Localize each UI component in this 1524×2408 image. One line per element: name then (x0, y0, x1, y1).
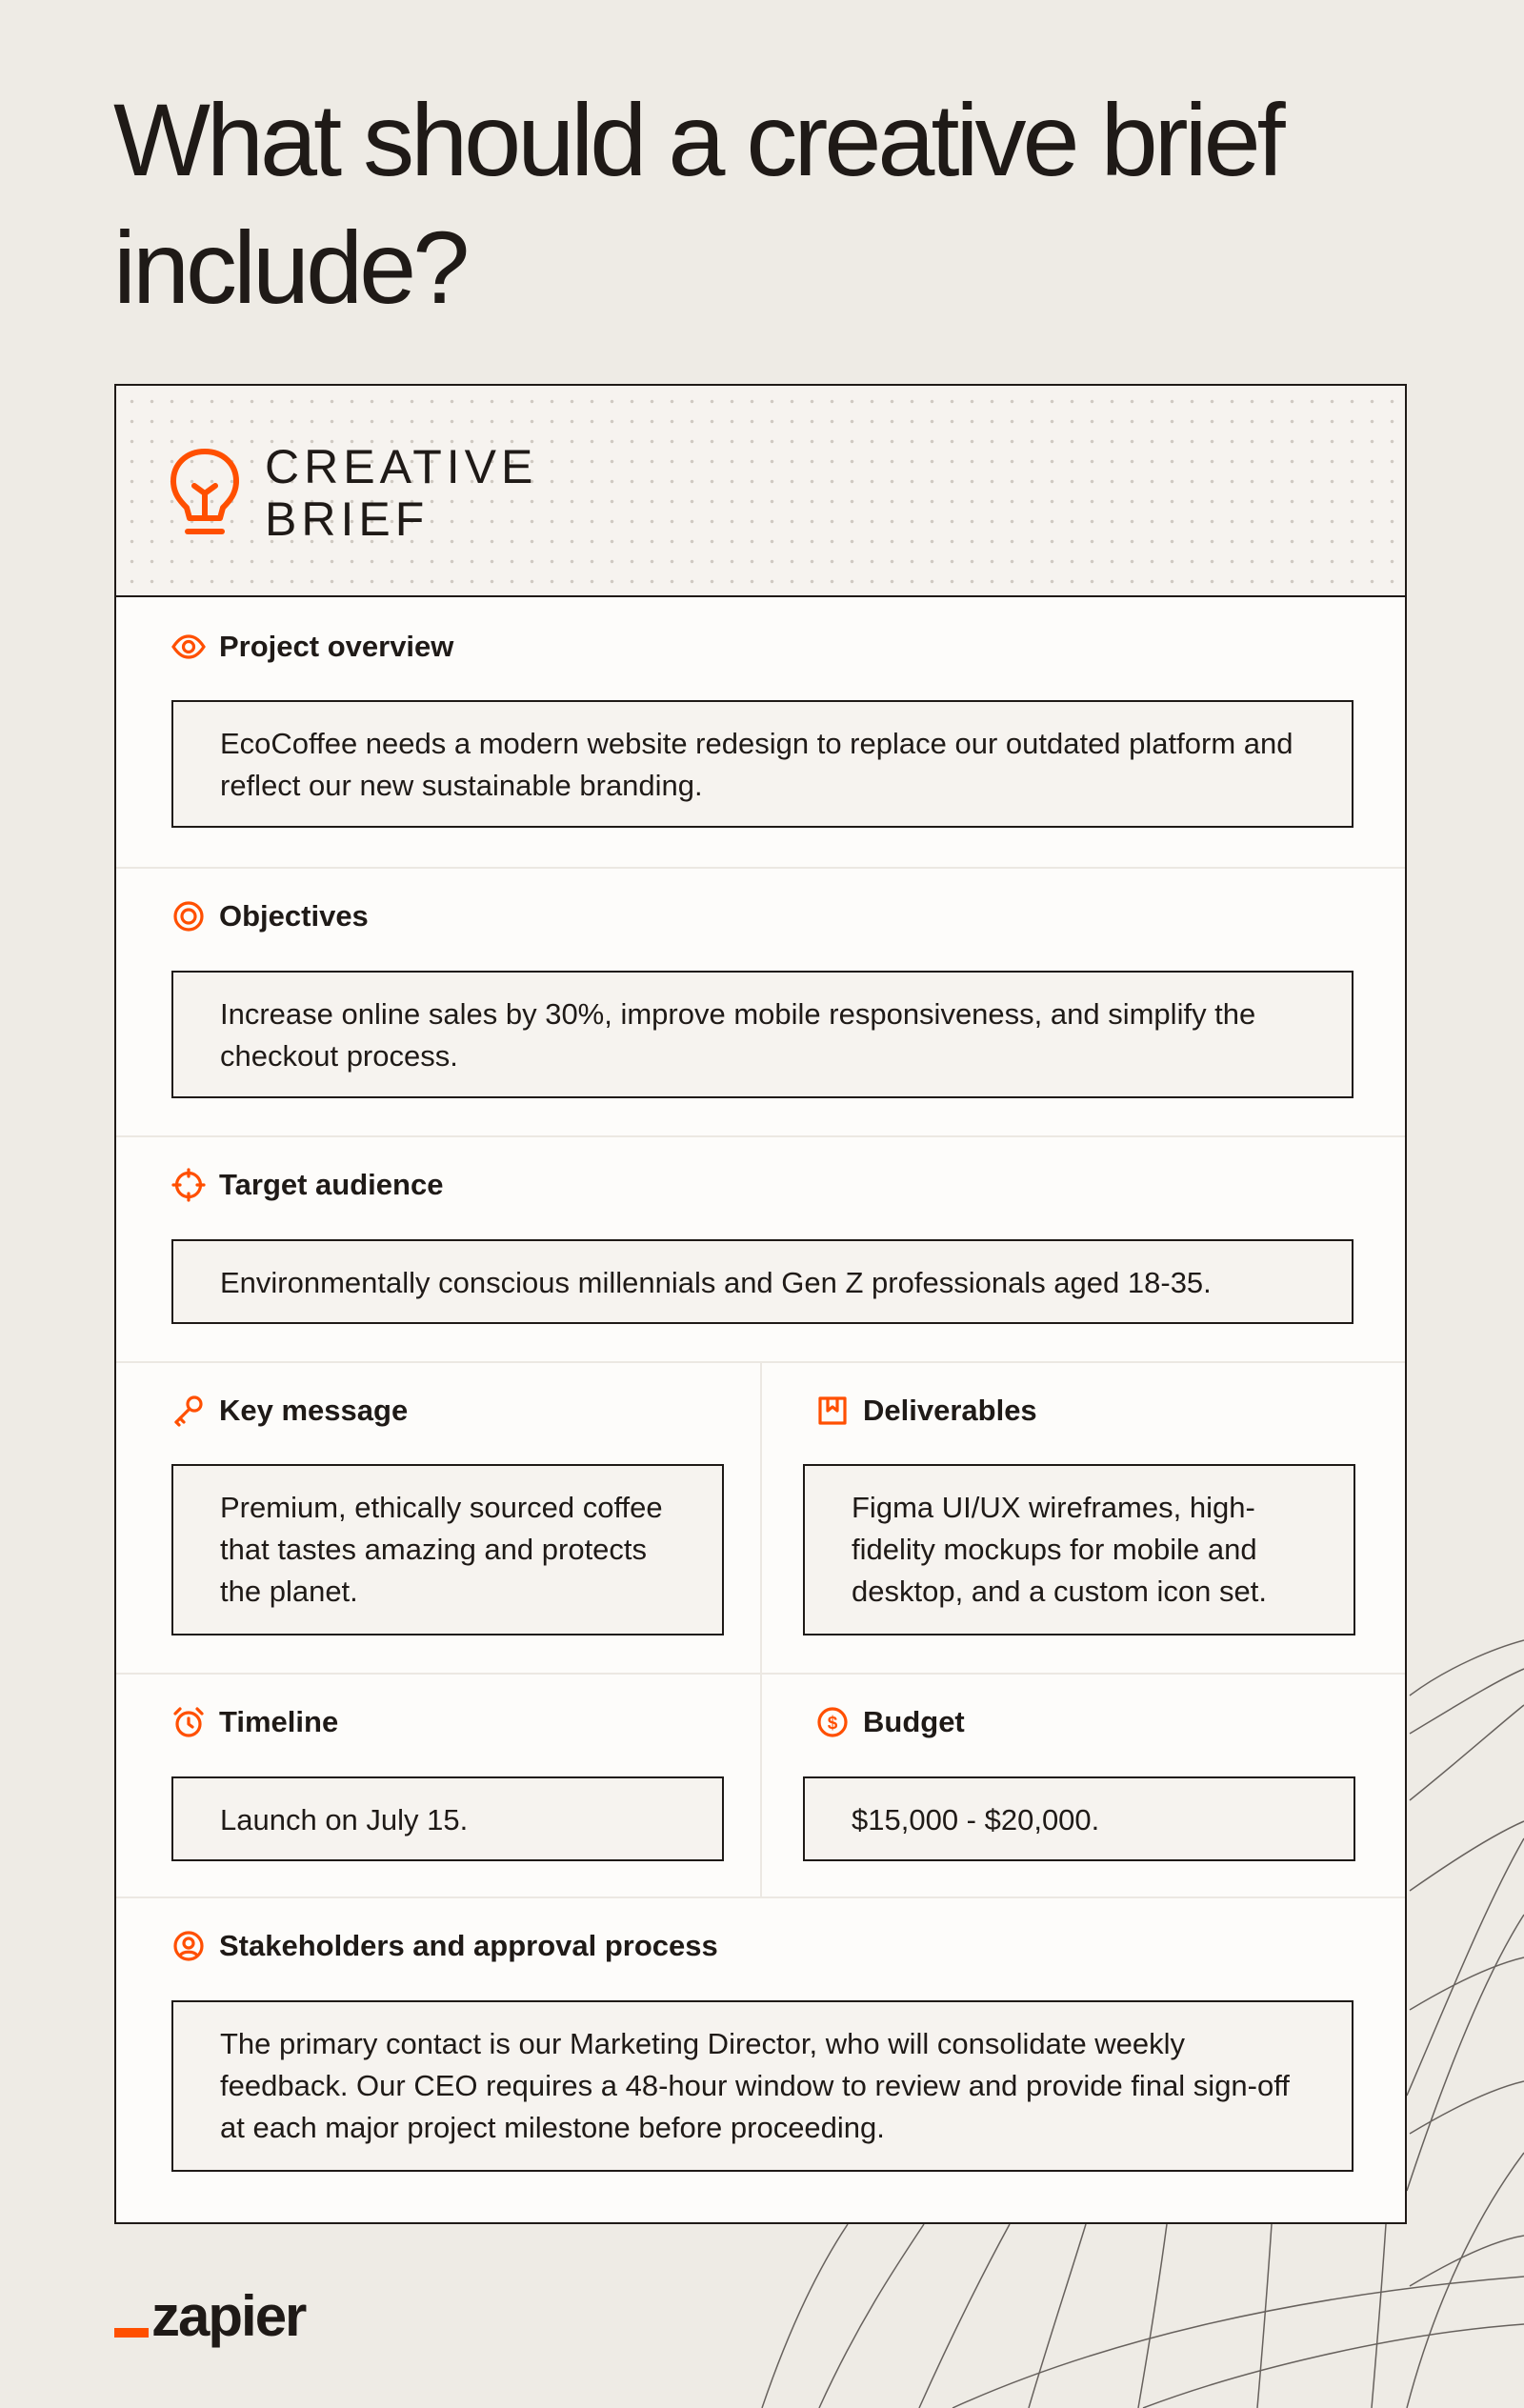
section-deliverables (760, 1361, 1405, 1674)
section-header (815, 1703, 965, 1741)
section-timeline (116, 1673, 760, 1897)
eye-icon (171, 630, 206, 664)
column-divider (760, 1361, 762, 1896)
section-label: Budget (863, 1705, 965, 1738)
card-title (265, 441, 551, 546)
dollar-coin-icon (815, 1705, 850, 1739)
section-label: Target audience (219, 1168, 444, 1201)
logo-text: zapier (151, 2284, 306, 2348)
zapier-logo (114, 2284, 306, 2348)
section-header (171, 1392, 408, 1430)
section-key-message (116, 1361, 760, 1674)
package-icon (815, 1394, 850, 1428)
section-label: Objectives (219, 899, 369, 933)
crosshair-icon (171, 1168, 206, 1202)
section-budget (760, 1673, 1405, 1897)
lightbulb-icon (169, 448, 241, 539)
user-circle-icon (171, 1929, 206, 1963)
section-project-overview (116, 597, 1405, 868)
section-content-box: The primary contact is our Marketing Director, who will consolidate weekly feedback. Our CEO requires a 48-hour window to review and provide final sign-off at each major project milestone before proceeding. (171, 2000, 1354, 2172)
svg-text:$: $ (827, 1714, 838, 1734)
section-header (171, 1927, 718, 1965)
section-content-box: Launch on July 15. (171, 1776, 724, 1861)
creative-brief-card (114, 384, 1407, 2224)
section-header (171, 897, 369, 935)
section-header (815, 1392, 1037, 1430)
section-label: Stakeholders and approval process (219, 1929, 718, 1962)
section-target-audience (116, 1135, 1405, 1362)
page-title: What should a creative brief include? (113, 82, 1282, 325)
card-title-line1: CREATIVE (265, 440, 538, 493)
card-header (116, 386, 1405, 597)
logo-dash (114, 2328, 149, 2338)
section-label: Timeline (219, 1705, 339, 1738)
section-label: Project overview (219, 630, 454, 663)
target-icon (171, 899, 206, 933)
alarm-clock-icon (171, 1705, 206, 1739)
section-content-box: EcoCoffee needs a modern website redesign to replace our outdated platform and reflect our new sustainable branding. (171, 700, 1354, 828)
section-content-box: $15,000 - $20,000. (803, 1776, 1355, 1861)
card-title-line2: BRIEF (265, 492, 430, 546)
section-label: Deliverables (863, 1394, 1037, 1427)
section-content-box: Figma UI/UX wireframes, high-fidelity mockups for mobile and desktop, and a custom icon set. (803, 1464, 1355, 1635)
section-content-box: Increase online sales by 30%, improve mobile responsiveness, and simplify the checkout process. (171, 971, 1354, 1098)
section-header (171, 628, 453, 666)
section-content-box: Environmentally conscious millennials and Gen Z professionals aged 18-35. (171, 1239, 1354, 1324)
section-header (171, 1166, 443, 1204)
section-header (171, 1703, 338, 1741)
section-stakeholders (116, 1896, 1405, 2222)
section-label: Key message (219, 1394, 409, 1427)
section-objectives (116, 867, 1405, 1136)
key-icon (171, 1394, 206, 1428)
section-content-box: Premium, ethically sourced coffee that tastes amazing and protects the planet. (171, 1464, 724, 1635)
